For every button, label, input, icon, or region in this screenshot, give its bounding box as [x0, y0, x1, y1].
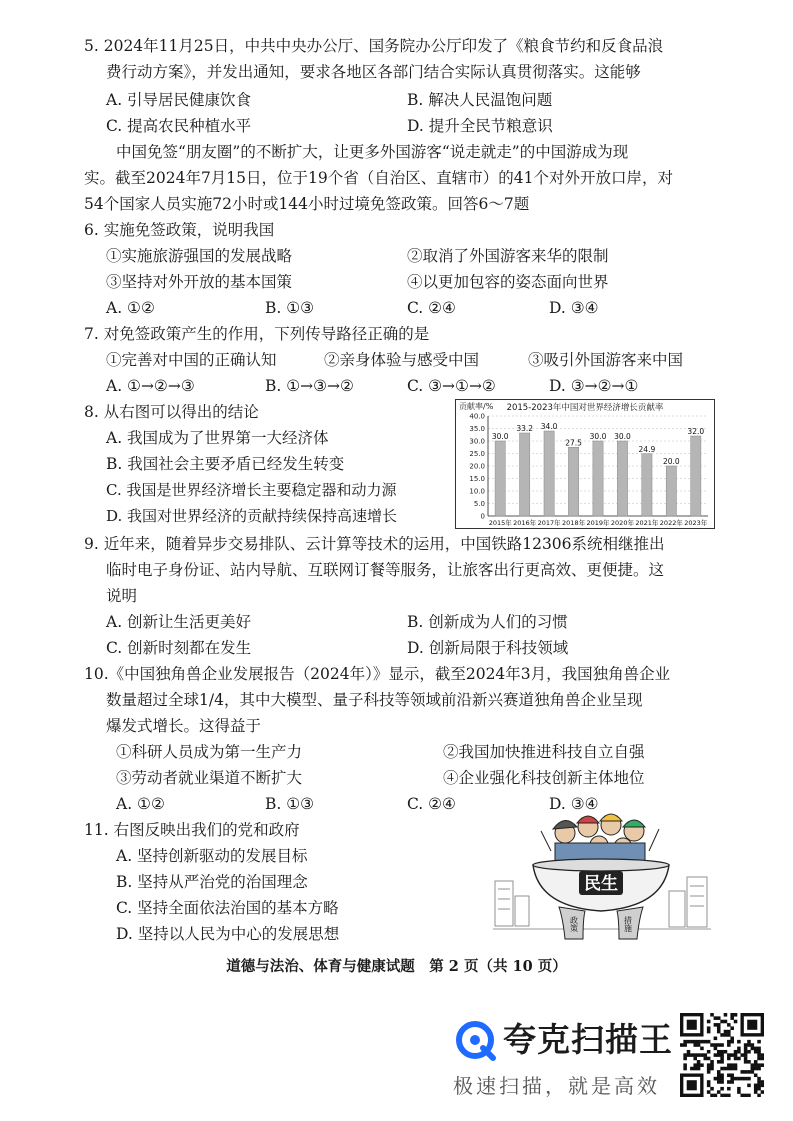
q6-option-d: D. ③④ — [549, 299, 599, 317]
chart-ytick-label: 15.0 — [469, 475, 485, 483]
q7-statement-2: ②亲身体验与感受中国 — [324, 351, 480, 369]
q7-stem: 7. 对免签政策产生的作用，下列传导路径正确的是 — [84, 325, 430, 343]
chart-bar — [568, 447, 578, 516]
q7-option-b: B. ①→③→② — [265, 377, 354, 395]
chart-value-label: 33.2 — [516, 424, 534, 433]
chart-category-label: 2018年 — [562, 519, 586, 527]
scanner-logo-icon — [453, 1018, 497, 1062]
page-footer: 道德与法治、体育与健康试题 第 2 页（共 10 页） — [226, 958, 567, 975]
material-line-1: 中国免签“朋友圈”的不断扩大，让更多外国游客“说走就走”的中国游成为现 — [116, 143, 629, 161]
chart-value-label: 30.0 — [589, 432, 607, 441]
qr-code — [680, 1013, 764, 1097]
q10-option-d: D. ③④ — [549, 795, 599, 813]
chart-bar — [642, 454, 652, 516]
chart-category-label: 2021年 — [635, 519, 659, 527]
q10-statement-1: ①科研人员成为第一生产力 — [116, 743, 303, 761]
q9-option-b: B. 创新成为人们的习惯 — [407, 613, 568, 631]
q10-option-b: B. ①③ — [265, 795, 315, 813]
contribution-chart — [455, 399, 715, 529]
q5-option-a: A. 引导居民健康饮食 — [106, 91, 252, 109]
q7-option-c: C. ③→①→② — [407, 377, 496, 395]
chart-value-label: 20.0 — [662, 457, 680, 466]
scanner-watermark — [451, 1012, 673, 1116]
q11-stem: 11. 右图反映出我们的党和政府 — [84, 821, 300, 839]
q6-stem: 6. 实施免签政策，说明我国 — [84, 221, 275, 239]
chart-bar — [593, 441, 603, 516]
q9-stem-line-3: 说明 — [106, 587, 138, 605]
hand-left-label: 政策 — [569, 916, 579, 932]
q8-stem: 8. 从右图可以得出的结论 — [84, 403, 259, 421]
q6-option-a: A. ①② — [106, 299, 155, 317]
chart-plot — [456, 400, 714, 528]
q6-option-b: B. ①③ — [265, 299, 315, 317]
q8-option-d: D. 我国对世界经济的贡献持续保持高速增长 — [106, 507, 398, 525]
chart-ytick-label: 20.0 — [469, 462, 485, 471]
q10-stem-line-3: 爆发式增长。这得益于 — [106, 717, 262, 735]
chart-category-label: 2020年 — [610, 519, 634, 527]
chart-value-label: 24.9 — [638, 444, 656, 454]
material-line-3: 54个国家人员实施72小时或144小时过境免签政策。回答6～7题 — [84, 195, 530, 213]
q8-option-a: A. 我国成为了世界第一大经济体 — [106, 429, 329, 447]
chart-ytick-label: 30.0 — [469, 437, 485, 446]
q7-statement-3: ③吸引外国游客来中国 — [528, 351, 684, 369]
q5-option-b: B. 解决人民温饱问题 — [407, 91, 553, 109]
chart-ytick-label: 40.0 — [469, 412, 485, 421]
q6-option-c: C. ②④ — [407, 299, 456, 317]
chart-value-label: 27.5 — [565, 438, 582, 448]
chart-bar — [544, 431, 554, 516]
chart-bar — [495, 441, 505, 516]
chart-bar — [617, 441, 627, 516]
q9-option-d: D. 创新局限于科技领域 — [407, 639, 569, 657]
q9-option-a: A. 创新让生活更美好 — [106, 613, 252, 631]
chart-bar — [520, 433, 530, 516]
hand-right-label: 措施 — [623, 916, 633, 932]
brand-name: 夸克扫描王 — [503, 1020, 673, 1059]
q9-option-c: C. 创新时刻都在发生 — [106, 639, 252, 657]
brand-slogan: 极速扫描，就是高效 — [453, 1074, 660, 1098]
chart-bar — [691, 436, 701, 516]
q6-statement-2: ②取消了外国游客来华的限制 — [407, 247, 609, 265]
q8-option-b: B. 我国社会主要矛盾已经发生转变 — [106, 455, 345, 473]
q11-option-a: A. 坚持创新驱动的发展目标 — [116, 847, 308, 865]
q10-stem-line-1: 10.《中国独角兽企业发展报告（2024年）》显示，截至2024年3月，我国独角兽企业 — [84, 665, 671, 683]
chart-ytick-label: 0 — [480, 512, 485, 521]
q10-statement-3: ③劳动者就业渠道不断扩大 — [116, 769, 303, 787]
livelihood-cartoon — [493, 811, 711, 943]
chart-ytick-label: 5.0 — [473, 500, 485, 508]
chart-bar — [666, 466, 676, 516]
q10-statement-2: ②我国加快推进科技自立自强 — [443, 743, 645, 761]
q7-statement-1: ①完善对中国的正确认知 — [106, 351, 277, 369]
chart-title: 2015-2023年中国对世界经济增长贡献率 — [506, 403, 664, 413]
chart-category-label: 2016年 — [513, 519, 537, 527]
q11-option-d: D. 坚持以人民为中心的发展思想 — [116, 925, 340, 943]
q5-option-d: D. 提升全民节粮意识 — [407, 117, 553, 135]
chart-category-label: 2015年 — [488, 519, 512, 527]
chart-category-label: 2023年 — [684, 519, 708, 527]
q7-option-d: D. ③→②→① — [549, 377, 639, 395]
q9-stem-line-2: 临时电子身份证、站内导航、互联网订餐等服务，让旅客出行更高效、更便捷。这 — [106, 561, 665, 579]
q6-statement-4: ④以更加包容的姿态面向世界 — [407, 273, 609, 291]
q10-statement-4: ④企业强化科技创新主体地位 — [443, 769, 645, 787]
chart-ytick-label: 25.0 — [469, 450, 485, 458]
chart-ytick-label: 35.0 — [469, 425, 485, 433]
q5-stem-line-2: 费行动方案》，并发出通知，要求各地区各部门结合实际认真贯彻落实。这能够 — [106, 63, 641, 81]
q6-statement-1: ①实施旅游强国的发展战略 — [106, 247, 293, 265]
chart-category-label: 2017年 — [537, 519, 561, 527]
q10-option-c: C. ②④ — [407, 795, 456, 813]
chart-value-label: 34.0 — [540, 422, 558, 431]
q10-option-a: A. ①② — [116, 795, 165, 813]
q9-stem-line-1: 9. 近年来，随着异步交易排队、云计算等技术的运用，中国铁路12306系统相继推出 — [84, 535, 665, 553]
chart-value-label: 32.0 — [687, 427, 705, 436]
q5-stem-line-1: 5. 2024年11月25日，中共中央办公厅、国务院办公厅印发了《粮食节约和反食品浪 — [84, 37, 664, 55]
chart-ytick-label: 10.0 — [469, 487, 485, 496]
q6-statement-3: ③坚持对外开放的基本国策 — [106, 273, 293, 291]
chart-ylabel: 贡献率/% — [459, 402, 494, 411]
q8-option-c: C. 我国是世界经济增长主要稳定器和动力源 — [106, 481, 397, 499]
chart-category-label: 2019年 — [586, 519, 610, 527]
bowl-label: 民生 — [584, 874, 618, 894]
material-line-2: 实。截至2024年7月15日，位于19个省（自治区、直辖市）的41个对外开放口岸，对 — [84, 169, 673, 187]
q11-option-b: B. 坚持从严治党的治国理念 — [116, 873, 308, 891]
q7-option-a: A. ①→②→③ — [106, 377, 195, 395]
chart-category-label: 2022年 — [659, 519, 683, 527]
q5-option-c: C. 提高农民种植水平 — [106, 117, 252, 135]
chart-value-label: 30.0 — [491, 432, 509, 441]
q11-option-c: C. 坚持全面依法治国的基本方略 — [116, 899, 339, 917]
q10-stem-line-2: 数量超过全球1/4，其中大模型、量子科技等领域前沿新兴赛道独角兽企业呈现 — [106, 691, 643, 709]
chart-value-label: 30.0 — [614, 432, 631, 441]
